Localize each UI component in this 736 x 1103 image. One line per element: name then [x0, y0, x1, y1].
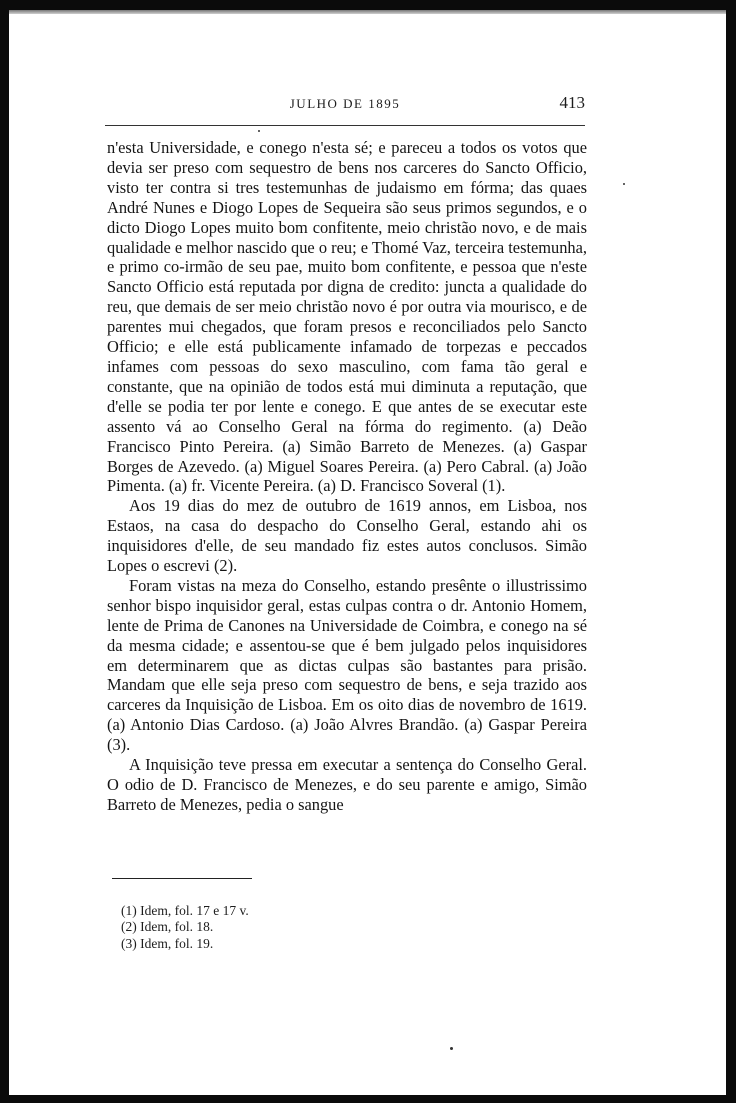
- paragraph-continued: n'esta Universidade, e conego n'esta sé; e pareceu a todos os votos que devia ser preso com sequestro de bens nos carceres do Sancto Officio, visto ter contra si tres testemunhas de judaismo em fórma; das quaes André Nunes e Diogo Lopes de Sequeira são seus primos segundos, e o dicto Diogo Lopes muito bom confitente, meio christão novo, e de mais qualidade e melhor nascido que o reu; e Thomé Vaz, terceira testemunha, e primo co-irmão de seu pae, muito bom confitente, e pessoa que n'este Sancto Officio está reputada por digna de credito: juncta a qualidade do reu, que demais de ser meio christão novo é por outra via mourisco, e de parentes mui chegados, que foram presos e reconciliados pelo Sancto Officio; e elle está publicamente infamado de torpezas e peccados infames com pessoas do sexo masculino, com fama tão geral e constante, que na opinião de todos está mui diminuta a reputação, que d'elle se podia ter por lente e conego. E que antes de se executar este assento vá ao Conselho Geral na fórma do regimento. (a) Deão Francisco Pinto Pereira. (a) Simão Barreto de Menezes. (a) Gaspar Borges de Azevedo. (a) Miguel Soares Pereira. (a) Pero Cabral. (a) João Pimenta. (a) fr. Vicente Pereira. (a) D. Francisco Soveral (1).: [107, 138, 587, 496]
- footnotes: [121, 903, 451, 952]
- header-rule: [105, 125, 585, 126]
- book-page: [9, 10, 726, 1095]
- paragraph-autos: Aos 19 dias do mez de outubro de 1619 annos, em Lisboa, nos Estaos, na casa do despacho do Conselho Geral, estando ahi os inquisidores d'elle, de seu mandado fiz estes autos conclusos. Simão Lopes o escrevi (2).: [107, 496, 587, 576]
- page-header: [105, 92, 585, 120]
- page-number: 413: [559, 93, 585, 112]
- scan-top-edge: [9, 10, 726, 14]
- paragraph-conselho: Foram vistas na meza do Conselho, estando presênte o illustrissimo senhor bispo inquisidor geral, estas culpas contra o dr. Antonio Homem, lente de Prima de Canones na Universidade de Coimbra, e conego na sé da mesma cidade; e assentou-se que é bem julgado pelos inquisidores em determinarem que as dictas culpas são bastantes para prisão. Mandam que elle seja preso com sequestro de bens, e seja trazido aos carceres da Inquisição de Lisboa. Em os oito dias de novembro de 1619. (a) Antonio Dias Cardoso. (a) João Alvres Brandão. (a) Gaspar Pereira (3).: [107, 575, 587, 755]
- paragraph-inquisicao: A Inquisição teve pressa em executar a sentença do Conselho Geral. O odio de D. Francisco de Menezes, e do seu parente e amigo, Simão Barreto de Menezes, pedia o sangue: [107, 755, 587, 814]
- scan-speck: [623, 183, 625, 185]
- running-title: JULHO DE 1895: [289, 96, 401, 111]
- body-text: [107, 138, 587, 815]
- scan-speck: [258, 130, 260, 132]
- footnote-3: (3) Idem, fol. 19.: [121, 935, 214, 951]
- footnote-1: (1) Idem, fol. 17 e 17 v.: [121, 903, 249, 918]
- footnote-rule: [112, 878, 252, 879]
- scan-speck: [450, 1047, 453, 1050]
- footnote-2: (2) Idem, fol. 18.: [121, 919, 214, 935]
